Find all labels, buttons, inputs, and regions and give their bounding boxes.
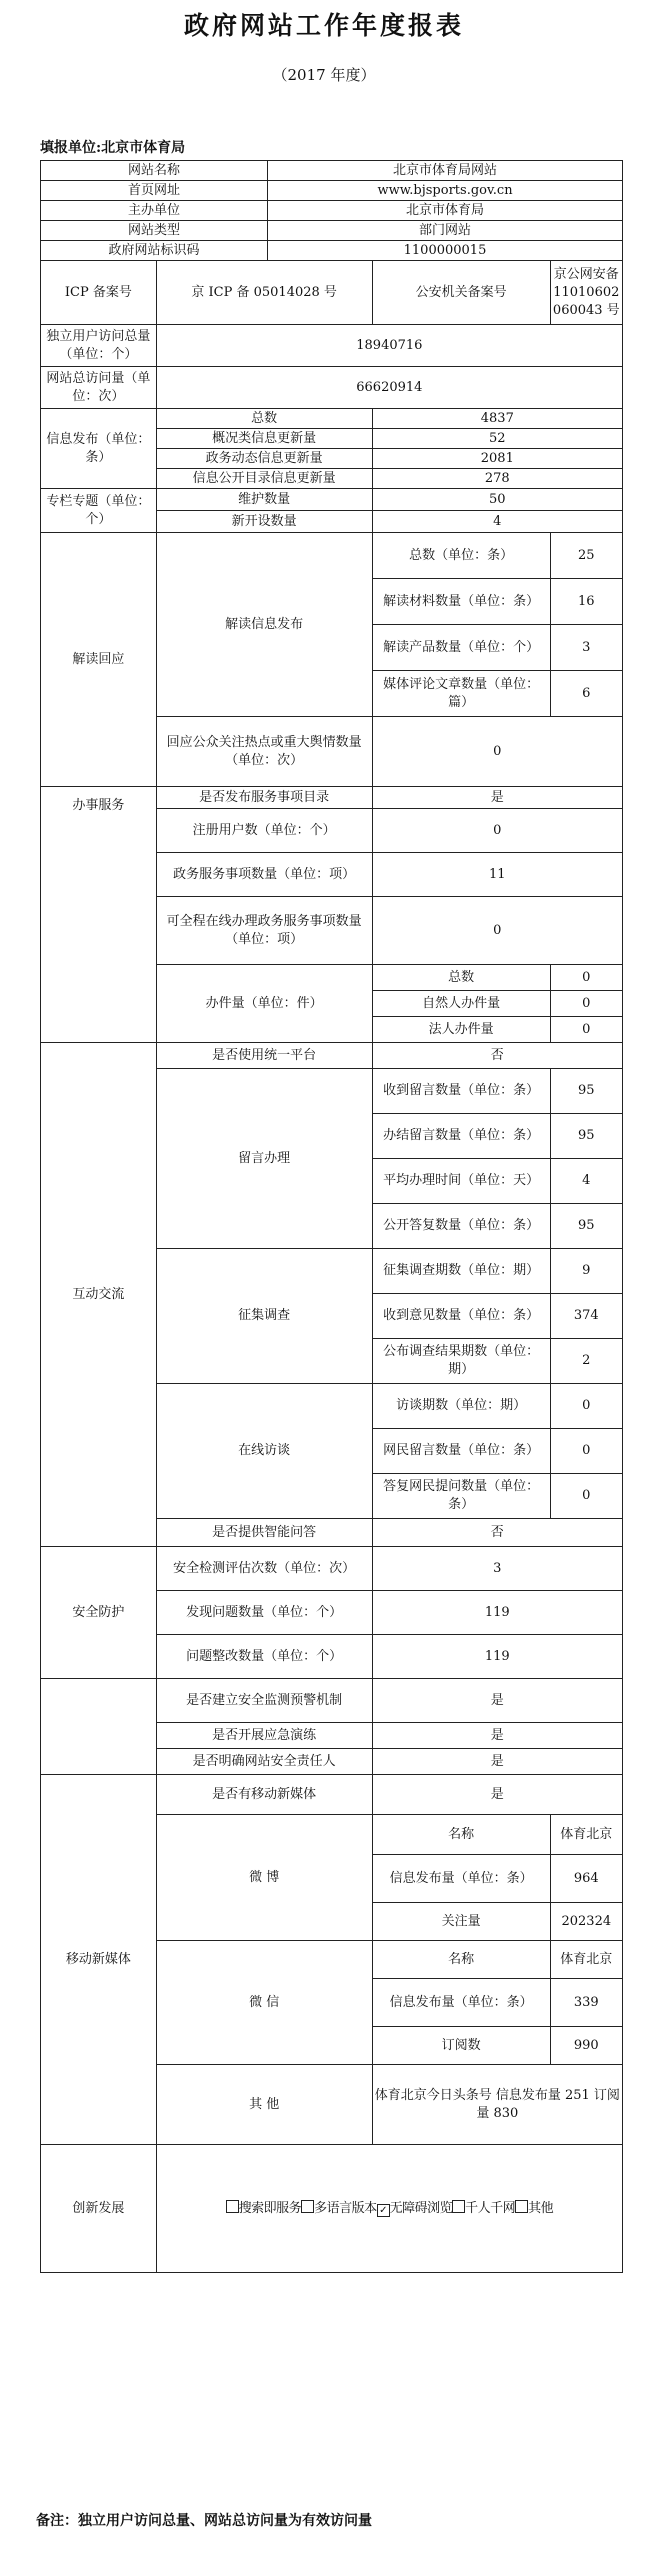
sponsor-label: 主办单位 (41, 201, 268, 221)
sec-eval-value: 3 (372, 1547, 622, 1591)
survey-result-value: 2 (550, 1339, 622, 1384)
weibo-posts-label: 信息发布量（单位：条） (372, 1855, 550, 1903)
interview-reply-value: 0 (550, 1474, 622, 1519)
site-type-label: 网站类型 (41, 221, 268, 241)
interp-hot-label: 回应公众关注热点或重大舆情数量（单位：次） (156, 717, 372, 787)
checkbox-icon (226, 2200, 239, 2213)
service-users-label: 注册用户数（单位：个） (156, 809, 372, 853)
interp-product-label: 解读产品数量（单位：个） (372, 625, 550, 671)
info-overview-value: 52 (372, 429, 622, 449)
ai-qa-value: 否 (372, 1519, 622, 1547)
msg-handling-label: 留言办理 (156, 1069, 372, 1249)
weibo-name-value: 体育北京 (550, 1815, 622, 1855)
mobile-has-label: 是否有移动新媒体 (156, 1775, 372, 1815)
site-name-label: 网站名称 (41, 161, 268, 181)
pv-label: 网站总访问量（单位：次） (41, 367, 157, 409)
uv-label: 独立用户访问总量（单位：个） (41, 325, 157, 367)
checkbox-checked-icon: ✓ (377, 2204, 390, 2217)
handled-corp-label: 法人办件量 (372, 1017, 550, 1043)
site-name-value: 北京市体育局网站 (268, 161, 623, 181)
sec-owner-value: 是 (372, 1749, 622, 1775)
sec-found-label: 发现问题数量（单位：个） (156, 1591, 372, 1635)
sec-warn-value: 是 (372, 1679, 622, 1723)
interact-label: 互动交流 (41, 1043, 157, 1547)
sec-eval-label: 安全检测评估次数（单位：次） (156, 1547, 372, 1591)
interp-material-label: 解读材料数量（单位：条） (372, 579, 550, 625)
service-users-value: 0 (372, 809, 622, 853)
sec-fixed-label: 问题整改数量（单位：个） (156, 1635, 372, 1679)
wechat-name-value: 体育北京 (550, 1941, 622, 1979)
survey-label: 征集调查 (156, 1249, 372, 1384)
home-url-label: 首页网址 (41, 181, 268, 201)
survey-opinion-value: 374 (550, 1294, 622, 1339)
wechat-name-label: 名称 (372, 1941, 550, 1979)
weibo-posts-value: 964 (550, 1855, 622, 1903)
info-catalog-label: 信息公开目录信息更新量 (156, 469, 372, 489)
service-items-label: 政务服务事项数量（单位：项） (156, 853, 372, 897)
info-news-label: 政务动态信息更新量 (156, 449, 372, 469)
msg-done-label: 办结留言数量（单位：条） (372, 1114, 550, 1159)
platform-label: 是否使用统一平台 (156, 1043, 372, 1069)
interp-total-label: 总数（单位：条） (372, 533, 550, 579)
wechat-label: 微 信 (156, 1941, 372, 2065)
service-items-value: 11 (372, 853, 622, 897)
wechat-posts-label: 信息发布量（单位：条） (372, 1979, 550, 2027)
site-code-value: 1100000015 (268, 241, 623, 261)
info-total-label: 总数 (156, 409, 372, 429)
interview-count-label: 访谈期数（单位：期） (372, 1384, 550, 1429)
icp-value: 京 ICP 备 05014028 号 (156, 261, 372, 325)
survey-count-value: 9 (550, 1249, 622, 1294)
interp-media-value: 6 (550, 671, 622, 717)
security-label: 安全防护 (41, 1547, 157, 1679)
wechat-subs-value: 990 (550, 2027, 622, 2065)
filing-unit: 填报单位:北京市体育局 (40, 140, 186, 156)
msg-avg-label: 平均办理时间（单位：天） (372, 1159, 550, 1204)
info-catalog-value: 278 (372, 469, 622, 489)
wechat-posts-value: 339 (550, 1979, 622, 2027)
service-label: 办事服务 (41, 787, 157, 1043)
report-year: （2017 年度） (272, 66, 376, 84)
service-online-value: 0 (372, 897, 622, 965)
topic-new-value: 4 (372, 511, 622, 533)
service-catalog-value: 是 (372, 787, 622, 809)
msg-public-value: 95 (550, 1204, 622, 1249)
checkbox-icon (301, 2200, 314, 2213)
topic-label: 专栏专题（单位：个） (41, 489, 157, 533)
pv-value: 66620914 (156, 367, 622, 409)
innovation-label: 创新发展 (41, 2145, 157, 2273)
sec-found-value: 119 (372, 1591, 622, 1635)
interp-total-value: 25 (550, 533, 622, 579)
handled-person-label: 自然人办件量 (372, 991, 550, 1017)
other-media-value: 体育北京今日头条号 信息发布量 251 订阅量 830 (372, 2065, 622, 2145)
home-url-value: www.bjsports.gov.cn (268, 181, 623, 201)
interview-count-value: 0 (550, 1384, 622, 1429)
mobile-label: 移动新媒体 (41, 1775, 157, 2145)
handled-corp-value: 0 (550, 1017, 622, 1043)
interp-material-value: 16 (550, 579, 622, 625)
innovation-option[interactable]: ✓ 无障碍浏览 (377, 2201, 453, 2216)
ai-qa-label: 是否提供智能问答 (156, 1519, 372, 1547)
msg-recv-label: 收到留言数量（单位：条） (372, 1069, 550, 1114)
service-handled-label: 办件量（单位：件） (156, 965, 372, 1043)
interview-reply-label: 答复网民提问数量（单位：条） (372, 1474, 550, 1519)
survey-opinion-label: 收到意见数量（单位：条） (372, 1294, 550, 1339)
service-online-label: 可全程在线办理政务服务事项数量（单位：项） (156, 897, 372, 965)
msg-recv-value: 95 (550, 1069, 622, 1114)
psb-value: 京公网安备 11010602060043 号 (550, 261, 622, 325)
weibo-fans-value: 202324 (550, 1903, 622, 1941)
icp-label: ICP 备案号 (41, 261, 157, 325)
site-type-value: 部门网站 (268, 221, 623, 241)
platform-value: 否 (372, 1043, 622, 1069)
uv-value: 18940716 (156, 325, 622, 367)
info-total-value: 4837 (372, 409, 622, 429)
footer-note: 备注：独立用户访问总量、网站总访问量为有效访问量 (36, 2513, 372, 2529)
survey-count-label: 征集调查期数（单位：期） (372, 1249, 550, 1294)
survey-result-label: 公布调查结果期数（单位：期） (372, 1339, 550, 1384)
innovation-options (156, 2145, 622, 2273)
report-table (40, 160, 623, 2273)
sec-owner-label: 是否明确网站安全责任人 (156, 1749, 372, 1775)
handled-total-value: 0 (550, 965, 622, 991)
innovation-option[interactable]: 多语言版本 (301, 2201, 377, 2216)
interp-hot-value: 0 (372, 717, 622, 787)
site-code-label: 政府网站标识码 (41, 241, 268, 261)
psb-label: 公安机关备案号 (372, 261, 550, 325)
mobile-has-value: 是 (372, 1775, 622, 1815)
wechat-subs-label: 订阅数 (372, 2027, 550, 2065)
sec-warn-label: 是否建立安全监测预警机制 (156, 1679, 372, 1723)
innovation-option[interactable]: 千人千网 (452, 2201, 515, 2216)
interp-media-label: 媒体评论文章数量（单位：篇） (372, 671, 550, 717)
sec-drill-value: 是 (372, 1723, 622, 1749)
msg-public-label: 公开答复数量（单位：条） (372, 1204, 550, 1249)
msg-avg-value: 4 (550, 1159, 622, 1204)
innovation-option[interactable]: 其他 (515, 2201, 553, 2216)
info-release-label: 信息发布（单位：条） (41, 409, 157, 489)
interview-msg-value: 0 (550, 1429, 622, 1474)
sec-drill-label: 是否开展应急演练 (156, 1723, 372, 1749)
handled-person-value: 0 (550, 991, 622, 1017)
topic-maintain-label: 维护数量 (156, 489, 372, 511)
topic-new-label: 新开设数量 (156, 511, 372, 533)
checkbox-icon (452, 2200, 465, 2213)
interp-label: 解读回应 (41, 533, 157, 787)
weibo-fans-label: 关注量 (372, 1903, 550, 1941)
interview-msg-label: 网民留言数量（单位：条） (372, 1429, 550, 1474)
msg-done-value: 95 (550, 1114, 622, 1159)
info-overview-label: 概况类信息更新量 (156, 429, 372, 449)
page-title: 政府网站工作年度报表 (183, 11, 464, 40)
other-media-label: 其 他 (156, 2065, 372, 2145)
service-catalog-label: 是否发布服务事项目录 (156, 787, 372, 809)
interview-label: 在线访谈 (156, 1384, 372, 1519)
weibo-label: 微 博 (156, 1815, 372, 1941)
sec-fixed-value: 119 (372, 1635, 622, 1679)
checkbox-icon (515, 2200, 528, 2213)
interp-product-value: 3 (550, 625, 622, 671)
topic-maintain-value: 50 (372, 489, 622, 511)
interp-release-label: 解读信息发布 (156, 533, 372, 717)
sponsor-value: 北京市体育局 (268, 201, 623, 221)
info-news-value: 2081 (372, 449, 622, 469)
handled-total-label: 总数 (372, 965, 550, 991)
weibo-name-label: 名称 (372, 1815, 550, 1855)
innovation-option[interactable]: 搜索即服务 (226, 2201, 302, 2216)
